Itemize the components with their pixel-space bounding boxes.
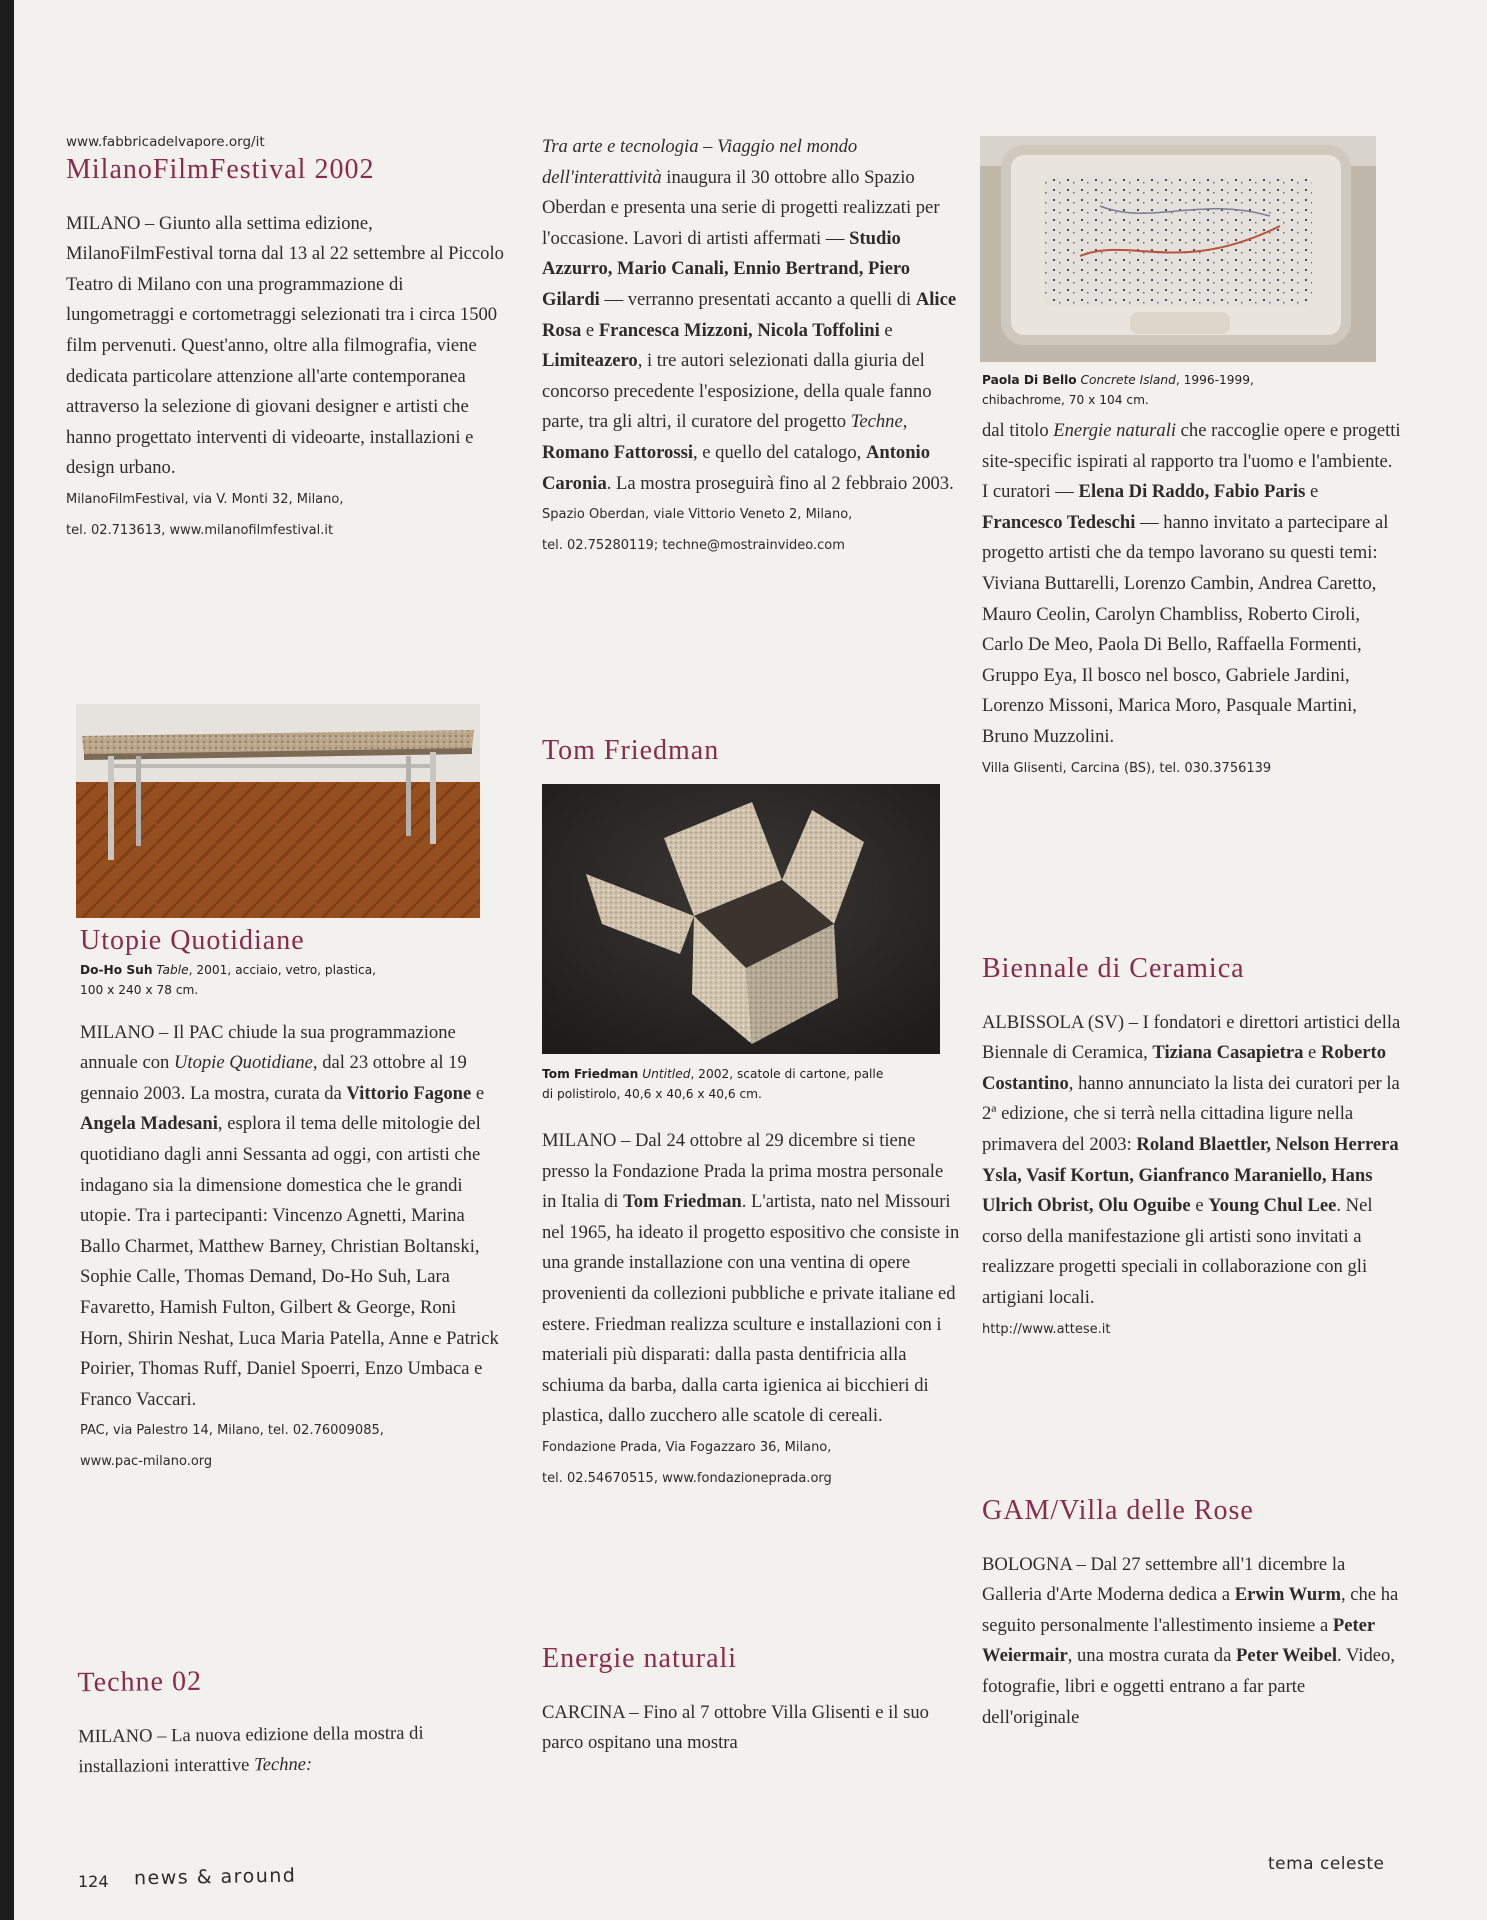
energie-body bbox=[982, 416, 1402, 753]
techne-text-g: e bbox=[879, 319, 893, 341]
techne-intro bbox=[78, 1717, 499, 1783]
box-illustration bbox=[542, 784, 940, 1054]
utopie-text-1: MILANO – Il PAC chiude la sua programmazione annuale con bbox=[80, 1021, 456, 1074]
dibello-caption bbox=[982, 370, 1402, 390]
column-right bbox=[982, 370, 1402, 784]
dibello-caption-materials: chibachrome, 70 x 104 cm. bbox=[982, 393, 1149, 407]
pac-url: www.pac-milano.org bbox=[80, 1454, 213, 1470]
techne-subtitle: Tra arte e tecnologia – Viaggio nel mondo dell'interattività bbox=[542, 136, 858, 188]
techne-catalog-author: Antonio Caronia bbox=[542, 441, 931, 494]
utopie-text-and: e bbox=[471, 1082, 485, 1104]
techne-body bbox=[542, 132, 962, 499]
page-number: 124 bbox=[78, 1872, 109, 1891]
energie-title: Energie naturali bbox=[542, 1643, 738, 1674]
oberdan-contact: tel. 02.75280119; techne@mostrainvideo.com bbox=[542, 538, 845, 554]
techne-curator: Romano Fattorossi bbox=[542, 441, 693, 463]
biennale-text-g: e bbox=[1190, 1195, 1209, 1217]
biennale-founder-1: Tiziana Casapietra bbox=[1152, 1042, 1304, 1064]
gam-text-c: , che ha seguito personalmente l'allestimento insieme a bbox=[982, 1584, 1399, 1636]
gam-section bbox=[982, 1494, 1402, 1733]
friedman-caption-artist: Tom Friedman bbox=[542, 1067, 639, 1081]
energie-section bbox=[542, 1642, 962, 1759]
friedman-caption-materials: , 2002, scatole di cartone, palle bbox=[690, 1067, 884, 1081]
friedman-box-photo bbox=[542, 784, 940, 1054]
utopie-text-3: , esplora il tema delle mitologie del quotidiano dagli anni Sessanta ad oggi, con artisti che indagano sia la dimensione domestica che le grandi utopie. Tra i partecipanti: Vincenzo Agnetti, Marina Ballo Charmet, Matthew Barney, Christian Boltanski, Sophie Calle, Thomas Demand, Do-Ho Suh, Lara Favaretto, Hamish Fulton, Gilbert & George, Roni Horn, Shirin Neshat, Luca Maria Patella, Anne e Patrick Poirier, Thomas Ruff, Daniel Spoerri, Enzo Umbaca e Franco Vaccari. bbox=[80, 1113, 499, 1410]
gam-text-a: BOLOGNA – Dal 27 settembre all'1 dicembre la Galleria d'Arte Moderna dedica a bbox=[982, 1553, 1346, 1606]
gam-artist: Erwin Wurm bbox=[1234, 1584, 1341, 1606]
techne-section bbox=[77, 1662, 498, 1783]
concrete-island-illustration bbox=[980, 136, 1376, 362]
utopie-caption-materials: , 2001, acciaio, vetro, plastica, bbox=[188, 962, 377, 977]
utopie-text-italic: Utopie Quotidiane bbox=[173, 1052, 313, 1074]
gam-text-g: . Video, fotografie, libri e oggetti entrano a far parte dell'originale bbox=[982, 1645, 1395, 1728]
gam-title: GAM/Villa delle Rose bbox=[982, 1495, 1254, 1526]
techne-text-k: , bbox=[902, 411, 908, 433]
biennale-text-c: e bbox=[1303, 1042, 1321, 1064]
dibello-photo bbox=[980, 136, 1376, 362]
friedman-title: Tom Friedman bbox=[542, 735, 720, 766]
prada-address: Fondazione Prada, Via Fogazzaro 36, Milano, bbox=[542, 1439, 832, 1455]
utopie-title: Utopie Quotidiane bbox=[80, 925, 305, 956]
energie-curators-1: Elena Di Raddo, Fabio Paris bbox=[1078, 481, 1306, 503]
friedman-caption bbox=[542, 1064, 962, 1084]
energie-text-a: dal titolo bbox=[982, 420, 1054, 441]
attese-url: http://www.attese.it bbox=[982, 1321, 1111, 1337]
biennale-text-e: , hanno annunciato la lista dei curatori per la 2ª edizione, che si terrà nella cittadina ligure nella primavera del 2003: bbox=[982, 1072, 1400, 1155]
biennale-curators: Roland Blaettler, Nelson Herrera Ysla, Vasif Kortun, Gianfranco Maraniello, Hans Ulrich Obrist, Olu Oguibe bbox=[982, 1133, 1399, 1217]
techne-text-a: inaugura il 30 ottobre allo Spazio Oberdan e presenta una serie di progetti realizzati per l'occasione. Lavori di artisti affermati — bbox=[542, 166, 940, 249]
milanofilmfestival-contact: tel. 02.713613, www.milanofilmfestival.it bbox=[66, 522, 334, 538]
column-left bbox=[66, 134, 506, 546]
techne-artist-rosa: Alice Rosa bbox=[542, 288, 957, 341]
techne-intro-text: MILANO – La nuova edizione della mostra di installazioni interattive bbox=[78, 1722, 424, 1778]
utopie-body bbox=[80, 1018, 500, 1416]
techne-text-i: , i tre autori selezionati dalla giuria del concorso precedente l'esposizione, della quale fanno parte, tra gli altri, il curatore del progetto bbox=[542, 350, 932, 433]
biennale-curator-lee: Young Chul Lee bbox=[1208, 1195, 1337, 1217]
biennale-section bbox=[982, 952, 1402, 1345]
glisenti-address: Villa Glisenti, Carcina (BS), tel. 030.3756139 bbox=[982, 760, 1272, 776]
energie-intro: CARCINA – Fino al 7 ottobre Villa Glisenti e il suo parco ospitano una mostra bbox=[542, 1701, 929, 1754]
column-middle bbox=[542, 132, 962, 561]
milanofilmfestival-body: MILANO – Giunto alla settima edizione, MilanoFilmFestival torna dal 13 al 22 settembre al Piccolo Teatro di Milano con una programmazione di lungometraggi e cortometraggi selezionati tra i circa 1500 film pervenuti. Quest'anno, oltre alla filmografia, viene dedicata particolare attenzione all'arte contemporanea attraverso la selezione di giovani designer e artisti che hanno progettato interventi di videoarte, installazioni e design urbano. bbox=[66, 212, 504, 479]
friedman-caption-dimensions: di polistirolo, 40,6 x 40,6 x 40,6 cm. bbox=[542, 1087, 762, 1101]
utopie-caption bbox=[80, 960, 500, 980]
friedman-text-a: MILANO – Dal 24 ottobre al 29 dicembre si tiene presso la Fondazione Prada la prima mostra personale in Italia di bbox=[542, 1130, 944, 1213]
gam-weiermair: Peter Weiermair bbox=[982, 1614, 1375, 1667]
friedman-text-c: . L'artista, nato nel Missouri nel 1965, ha ideato il progetto espositivo che consiste in una grande installazione con una ventina di opere provenienti da collezioni pubbliche e private italiane ed estere. Friedman realizza sculture e installazioni con i materiali più disparati: dalla pasta dentifricia alla schiuma da barba, dalla carta igienica ai bicchieri di plastica, dallo zucchero alle scatole di cereali. bbox=[542, 1191, 960, 1427]
dibello-caption-work: Concrete Island bbox=[1080, 373, 1176, 387]
energie-text-c: che raccoglie opere e progetti site-specific ispirati al rapporto tra l'uomo e l'ambiente. bbox=[982, 420, 1401, 472]
pac-address: PAC, via Palestro 14, Milano, tel. 02.76009085, bbox=[80, 1423, 384, 1439]
friedman-caption-work: Untitled bbox=[642, 1067, 691, 1081]
gam-weibel: Peter Weibel bbox=[1236, 1645, 1338, 1667]
utopie-caption-work: Table bbox=[156, 962, 189, 977]
fabbrica-url: www.fabbricadelvapore.org/it bbox=[66, 134, 265, 150]
energie-text-d: I curatori — bbox=[982, 481, 1079, 503]
techne-artist-limiteazero: Limiteazero bbox=[542, 350, 638, 372]
dibello-caption-year: , 1996-1999, bbox=[1175, 373, 1254, 387]
utopie-caption-artist: Do-Ho Suh bbox=[80, 962, 153, 977]
gam-body bbox=[982, 1550, 1402, 1734]
energie-curator-2: Francesco Tedeschi bbox=[982, 511, 1136, 533]
section-name: news & around bbox=[133, 1864, 297, 1890]
table-illustration bbox=[76, 704, 480, 918]
gam-text-e: , una mostra curata da bbox=[1067, 1645, 1237, 1667]
friedman-section bbox=[542, 1064, 962, 1494]
utopie-caption-dimensions: 100 x 240 x 78 cm. bbox=[80, 982, 199, 997]
magazine-page bbox=[14, 0, 1487, 1920]
friedman-artist-name: Tom Friedman bbox=[623, 1191, 742, 1213]
biennale-founder-2: Roberto Costantino bbox=[982, 1042, 1387, 1094]
energie-text-f: e bbox=[1305, 481, 1319, 503]
energie-exhibition-name: Energie naturali bbox=[1053, 420, 1177, 441]
magazine-name: tema celeste bbox=[1268, 1854, 1385, 1874]
biennale-text-i: . Nel corso della manifestazione gli artisti sono invitati a realizzare progetti speciali in collaborazione con gli artigiani locali. bbox=[982, 1195, 1373, 1308]
milanofilmfestival-address: MilanoFilmFestival, via V. Monti 32, Milano, bbox=[66, 491, 344, 507]
techne-intro-italic: Techne: bbox=[253, 1753, 313, 1776]
biennale-text-a: ALBISSOLA (SV) – I fondatori e direttori artistici della Biennale di Ceramica, bbox=[982, 1011, 1401, 1064]
techne-title: Techne 02 bbox=[77, 1665, 203, 1699]
prada-contact: tel. 02.54670515, www.fondazioneprada.org bbox=[542, 1470, 832, 1486]
utopie-text-2: , dal 23 ottobre al 19 gennaio 2003. La mostra, curata da bbox=[80, 1052, 467, 1104]
biennale-body bbox=[982, 1008, 1402, 1314]
techne-artists-2: Francesca Mizzoni, Nicola Toffolini bbox=[598, 319, 880, 341]
friedman-title-block bbox=[542, 734, 962, 768]
techne-text-e: e bbox=[581, 319, 599, 341]
techne-text-o: . La mostra proseguirà fino al 2 febbraio 2003. bbox=[606, 472, 954, 494]
utopie-curator-1: Vittorio Fagone bbox=[346, 1082, 472, 1104]
biennale-title: Biennale di Ceramica bbox=[982, 953, 1245, 984]
utopie-curator-2: Angela Madesani bbox=[80, 1113, 218, 1135]
energie-text-h: — hanno invitato a partecipare al progetto artisti che da tempo lavorano su questi temi: Viviana Buttarelli, Lorenzo Cambin, Andrea Caretto, Mauro Ceolin, Carolyn Chambliss, Roberto Ciroli, Carlo De Meo, Paola Di Bello, Raffaella Formenti, Gruppo Eya, Il bosco nel bosco, Gabriele Jardini, Lorenzo Missoni, Marica Moro, Pasquale Martini, Bruno Muzzolini. bbox=[982, 511, 1389, 747]
oberdan-address: Spazio Oberdan, viale Vittorio Veneto 2, Milano, bbox=[542, 507, 853, 523]
techne-artists-1: Studio Azzurro, Mario Canali, Ennio Bertrand, Piero Gilardi bbox=[542, 227, 911, 310]
dibello-caption-artist: Paola Di Bello bbox=[982, 373, 1077, 387]
techne-text-c: — verranno presentati accanto a quelli di bbox=[599, 288, 916, 310]
milanofilmfestival-title: MilanoFilmFestival 2002 bbox=[66, 154, 375, 185]
techne-text-m: , e quello del catalogo, bbox=[692, 441, 866, 463]
dohosuh-table-photo bbox=[76, 704, 480, 918]
friedman-body bbox=[542, 1126, 962, 1432]
utopie-section bbox=[80, 924, 500, 1477]
techne-project-name: Techne bbox=[850, 411, 903, 433]
